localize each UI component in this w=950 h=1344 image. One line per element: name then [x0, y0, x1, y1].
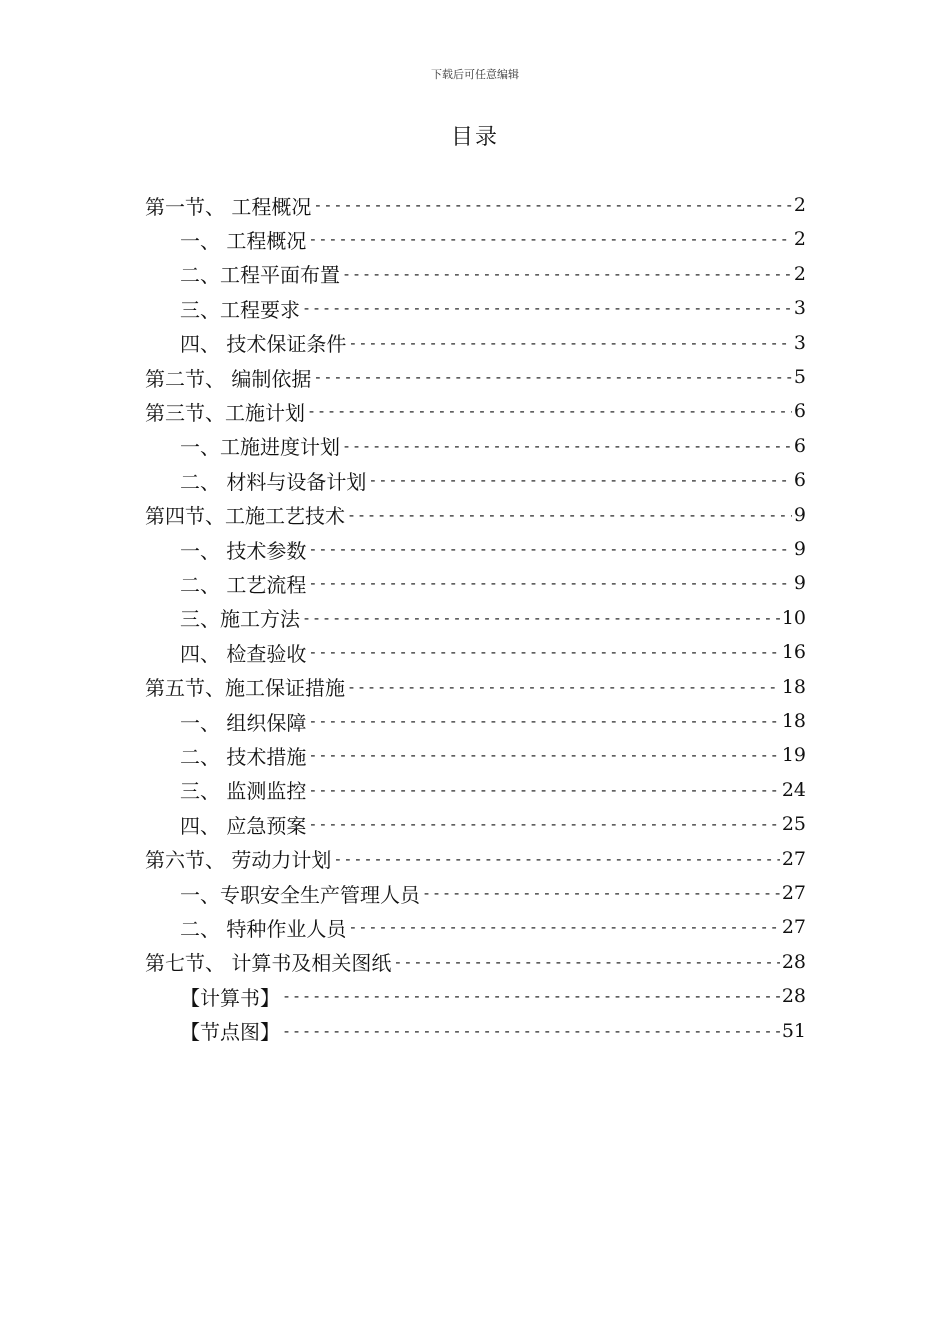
toc-entry-page-number: 18 [781, 710, 806, 732]
toc-entry-label: 【计算书】 [180, 985, 280, 1010]
toc-entry-label: 二、工程平面布置 [180, 263, 340, 288]
toc-entry[interactable] [180, 259, 806, 289]
toc-entry-label: 三、工程要求 [180, 297, 300, 322]
toc-leader-line [348, 918, 779, 936]
toc-leader-line [282, 1022, 780, 1040]
toc-entry-page-number: 10 [781, 606, 806, 629]
toc-entry-label: 二、 材料与设备计划 [180, 469, 367, 494]
toc-entry-page-number: 3 [793, 331, 806, 354]
toc-entry[interactable] [180, 328, 806, 358]
toc-entry[interactable] [180, 706, 806, 736]
toc-leader-line [347, 506, 792, 524]
toc-leader-line [422, 884, 780, 902]
toc-entry-label: 一、 技术参数 [180, 538, 307, 563]
toc-entry-page-number: 16 [781, 641, 806, 664]
toc-leader-line [308, 746, 779, 764]
toc-entry[interactable] [180, 1016, 806, 1046]
toc-entry-page-number: 51 [781, 1019, 806, 1042]
toc-entry-page-number: 9 [793, 538, 806, 560]
toc-entry-label: 一、工施进度计划 [180, 435, 340, 460]
toc-entry-label: 一、 组织保障 [180, 710, 307, 735]
toc-entry[interactable] [180, 534, 806, 564]
toc-entry[interactable] [180, 603, 806, 633]
toc-leader-line [308, 781, 779, 799]
toc-entry-page-number: 28 [781, 985, 806, 1008]
toc-leader-line [308, 815, 779, 833]
toc-entry-label: 第六节、 劳动力计划 [145, 848, 332, 873]
toc-entry-page-number: 2 [793, 228, 806, 251]
toc-entry-label: 【节点图】 [180, 1020, 280, 1045]
toc-entry[interactable] [180, 981, 806, 1011]
toc-entry-page-number: 28 [781, 950, 806, 973]
toc-entry-label: 二、 技术措施 [180, 744, 307, 769]
toc-entry-label: 一、 工程概况 [180, 228, 307, 253]
toc-leader-line [308, 230, 792, 248]
toc-leader-line [348, 334, 792, 352]
toc-leader-line [307, 402, 792, 420]
toc-entry-page-number: 25 [781, 813, 806, 836]
toc-leader-line [347, 678, 780, 696]
toc-leader-line [368, 471, 792, 489]
toc-entry-page-number: 6 [793, 434, 806, 457]
toc-entry[interactable] [145, 500, 806, 530]
toc-entry[interactable] [180, 431, 806, 461]
toc-entry-label: 第四节、工施工艺技术 [145, 504, 345, 529]
toc-entry[interactable] [180, 293, 806, 323]
toc-entry-page-number: 27 [781, 847, 806, 870]
header-note: 下载后可任意编辑 [431, 68, 519, 81]
toc-leader-line [333, 850, 779, 868]
toc-entry-page-number: 18 [781, 675, 806, 698]
toc-entry-label: 二、 特种作业人员 [180, 916, 347, 941]
toc-entry-page-number: 27 [781, 882, 806, 904]
toc-entry-label: 三、施工方法 [180, 607, 300, 632]
toc-entry[interactable] [145, 190, 806, 220]
toc-title: 目录 [450, 125, 499, 150]
toc-entry[interactable] [145, 672, 806, 702]
toc-entry[interactable] [180, 740, 806, 770]
toc-entry[interactable] [145, 947, 806, 977]
toc-entry-page-number: 6 [793, 400, 806, 423]
toc-entry[interactable] [180, 568, 806, 598]
toc-entry[interactable] [180, 465, 806, 495]
toc-entry-page-number: 27 [781, 916, 806, 939]
toc-entry-label: 第三节、工施计划 [145, 400, 305, 425]
toc-entry[interactable] [180, 912, 806, 942]
toc-leader-line [308, 712, 779, 730]
toc-leader-line [282, 987, 780, 1005]
toc-leader-line [308, 540, 792, 558]
toc-entry-label: 四、 检查验收 [180, 641, 307, 666]
toc-entry[interactable] [180, 775, 806, 805]
toc-entry-label: 第七节、 计算书及相关图纸 [145, 951, 392, 976]
toc-entry[interactable] [180, 809, 806, 839]
toc-leader-line [302, 299, 792, 317]
toc-entry-label: 二、 工艺流程 [180, 572, 307, 597]
toc-entry-page-number: 9 [793, 503, 806, 526]
toc-entry-label: 四、 技术保证条件 [180, 332, 347, 357]
toc-entry[interactable] [180, 637, 806, 667]
toc-leader-line [313, 196, 792, 214]
toc-entry-label: 第一节、 工程概况 [145, 194, 312, 219]
toc-entry[interactable] [145, 396, 806, 426]
toc-leader-line [308, 643, 779, 661]
toc-entry[interactable] [180, 224, 806, 254]
toc-entry-label: 三、 监测监控 [180, 779, 307, 804]
toc-entry-page-number: 5 [793, 366, 806, 388]
toc-entry-page-number: 3 [793, 297, 806, 320]
toc-leader-line [302, 609, 780, 627]
toc-entry[interactable] [145, 362, 806, 392]
toc-entry-page-number: 9 [793, 572, 806, 595]
toc-leader-line [342, 265, 792, 283]
toc-entry-label: 第二节、 编制依据 [145, 366, 312, 391]
toc-leader-line [313, 368, 792, 386]
toc-leader-line [308, 574, 792, 592]
toc-leader-line [393, 953, 779, 971]
toc-entry[interactable] [145, 844, 806, 874]
toc-entry-page-number: 2 [793, 262, 806, 285]
toc-entry-page-number: 24 [781, 778, 806, 801]
toc-entry-label: 一、专职安全生产管理人员 [180, 882, 420, 907]
toc-entry-label: 四、 应急预案 [180, 813, 307, 838]
toc-entry-page-number: 6 [793, 469, 806, 492]
toc-leader-line [342, 437, 792, 455]
toc-entry[interactable] [180, 878, 806, 908]
toc-entry-page-number: 19 [781, 744, 806, 767]
toc-entry-label: 第五节、施工保证措施 [145, 676, 345, 701]
toc-entry-page-number: 2 [793, 194, 806, 216]
